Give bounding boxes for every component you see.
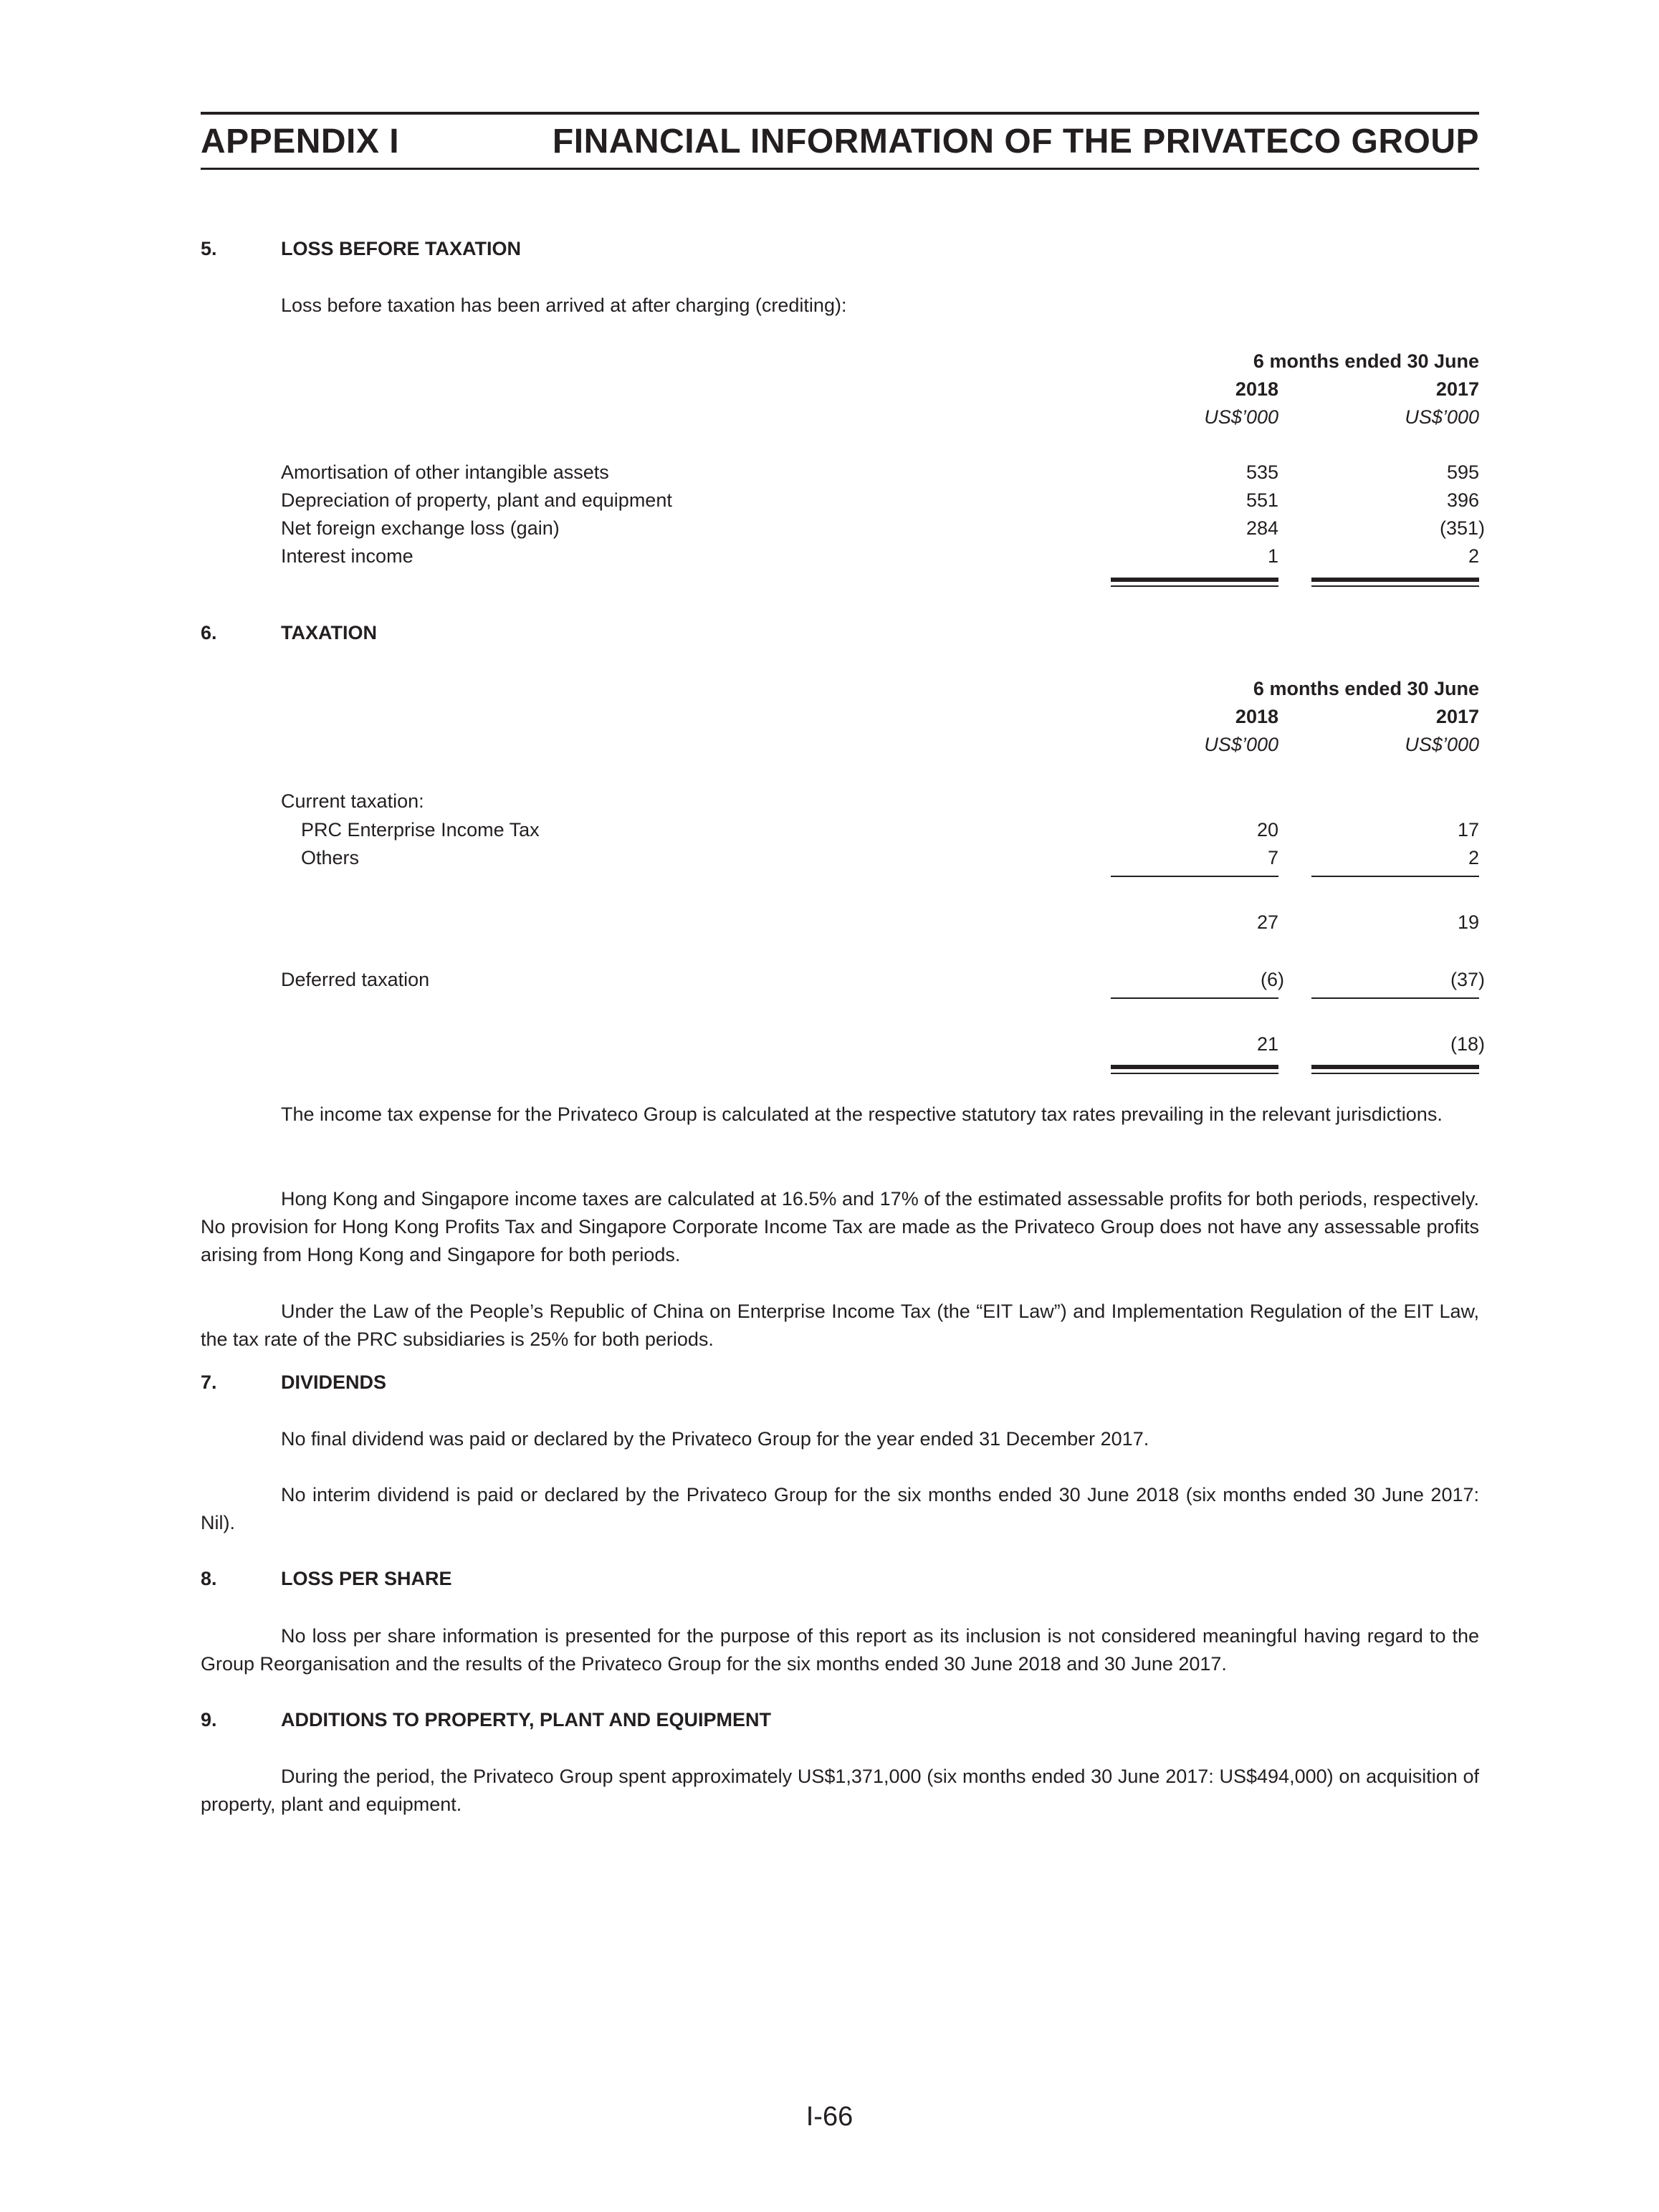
s6-total-double-rule-2018 xyxy=(1111,1065,1278,1069)
s6-column-2018: 2018 xyxy=(1235,706,1278,727)
section-6-title: TAXATION xyxy=(281,622,377,643)
s6-total-double-rule-2017 xyxy=(1311,1065,1479,1069)
section-5-intro: Loss before taxation has been arrived at after charging (crediting): xyxy=(281,295,847,316)
row-value-2018: 551 xyxy=(1246,489,1278,511)
section-7-number: 7. xyxy=(201,1371,217,1393)
s5-total-double-rule-2017-lower xyxy=(1311,585,1479,587)
appendix-label: APPENDIX I xyxy=(201,123,400,161)
paragraph-text: The income tax expense for the Privateco Group is calculated at the respective statutory tax rates prevailing in the relevant jurisdictions. xyxy=(281,1103,1443,1125)
subtotal-value-2018: 27 xyxy=(1256,911,1278,933)
row-value-2018: 7 xyxy=(1267,847,1278,868)
total-value-2018: 21 xyxy=(1256,1033,1278,1055)
row-label: Interest income xyxy=(281,545,413,567)
dividends-paragraph xyxy=(201,1481,1479,1537)
s6-unit-2017: US$’000 xyxy=(1405,734,1479,755)
s6-column-group-header: 6 months ended 30 June xyxy=(1253,678,1479,699)
section-5-title: LOSS BEFORE TAXATION xyxy=(281,238,522,259)
page-number: I-66 xyxy=(805,2102,854,2132)
row-value-2017: 2 xyxy=(1468,545,1479,567)
paragraph-text: No interim dividend is paid or declared by the Privateco Group for the six months ended 30 June 2018 (six months ended 30 June 2017: Nil). xyxy=(201,1484,1479,1533)
row-label: Amortisation of other intangible assets xyxy=(281,461,609,483)
row-value-2018: 535 xyxy=(1246,461,1278,483)
header-top-rule xyxy=(201,112,1479,115)
s5-total-double-rule-2017 xyxy=(1311,578,1479,582)
s6-deferred-rule-2017 xyxy=(1311,997,1479,999)
subtotal-value-2017: 19 xyxy=(1457,911,1479,933)
row-label: Others xyxy=(301,847,360,868)
section-9-number: 9. xyxy=(201,1709,217,1730)
row-value-2018: 284 xyxy=(1246,517,1278,539)
taxation-paragraph xyxy=(201,1185,1479,1269)
section-5-number: 5. xyxy=(201,238,217,259)
s5-total-double-rule-2018-lower xyxy=(1111,585,1278,587)
row-value-2017: 17 xyxy=(1457,819,1479,841)
s6-total-double-rule-2017-lower xyxy=(1311,1073,1479,1074)
s5-unit-2018: US$’000 xyxy=(1204,406,1278,428)
taxation-paragraph xyxy=(201,1101,1479,1129)
additions-paragraph xyxy=(201,1763,1479,1819)
row-value-2018: 20 xyxy=(1256,819,1278,841)
row-value-2017: (37) xyxy=(1450,969,1485,990)
paragraph-text: No final dividend was paid or declared by the Privateco Group for the year ended 31 December 2017. xyxy=(281,1428,1149,1450)
row-label: Deferred taxation xyxy=(281,969,430,990)
s6-deferred-rule-2018 xyxy=(1111,997,1278,999)
current-taxation-label: Current taxation: xyxy=(281,790,424,812)
section-8-title: LOSS PER SHARE xyxy=(281,1568,452,1589)
section-7-title: DIVIDENDS xyxy=(281,1371,387,1393)
row-value-2017: 396 xyxy=(1446,489,1479,511)
total-value-2017: (18) xyxy=(1450,1033,1485,1055)
dividends-paragraph xyxy=(201,1425,1479,1453)
s5-column-2018: 2018 xyxy=(1235,378,1278,400)
loss-per-share-paragraph xyxy=(201,1622,1479,1678)
header-bottom-rule xyxy=(201,168,1479,170)
s6-total-double-rule-2018-lower xyxy=(1111,1073,1278,1074)
paragraph-text: Hong Kong and Singapore income taxes are calculated at 16.5% and 17% of the estimated assessable profits for both periods, respectively. No provision for Hong Kong Profits Tax and Singapore Corporate Income Tax are made as the Privateco Group does not have any assessable profits arising from Hong Kong and Singapore for both periods. xyxy=(201,1188,1479,1265)
paragraph-text: No loss per share information is presented for the purpose of this report as its inclusion is not considered meaningful having regard to the Group Reorganisation and the results of the Privateco Group for the six months ended 30 June 2018 and 30 June 2017. xyxy=(201,1625,1479,1675)
section-9-title: ADDITIONS TO PROPERTY, PLANT AND EQUIPMENT xyxy=(281,1709,772,1730)
appendix-title: FINANCIAL INFORMATION OF THE PRIVATECO GROUP xyxy=(552,123,1479,161)
s5-unit-2017: US$’000 xyxy=(1405,406,1479,428)
section-6-number: 6. xyxy=(201,622,217,643)
row-value-2018: (6) xyxy=(1261,969,1284,990)
s5-column-group-header: 6 months ended 30 June xyxy=(1253,350,1479,372)
s6-subtotal-rule-2017 xyxy=(1311,876,1479,877)
row-value-2017: (351) xyxy=(1439,517,1485,539)
row-value-2017: 2 xyxy=(1468,847,1479,868)
s6-unit-2018: US$’000 xyxy=(1204,734,1278,755)
paragraph-text: During the period, the Privateco Group spent approximately US$1,371,000 (six months ended 30 June 2017: US$494,000) on acquisition of property, plant and equipment. xyxy=(201,1766,1479,1815)
row-label: Depreciation of property, plant and equipment xyxy=(281,489,672,511)
row-label: PRC Enterprise Income Tax xyxy=(301,819,540,841)
s5-column-2017: 2017 xyxy=(1435,378,1479,400)
s6-subtotal-rule-2018 xyxy=(1111,876,1278,877)
row-value-2018: 1 xyxy=(1267,545,1278,567)
row-label: Net foreign exchange loss (gain) xyxy=(281,517,560,539)
s6-column-2017: 2017 xyxy=(1435,706,1479,727)
paragraph-text: Under the Law of the People’s Republic of China on Enterprise Income Tax (the “EIT Law”) and Implementation Regulation of the EIT Law, the tax rate of the PRC subsidiaries is 25% for both periods. xyxy=(201,1301,1479,1350)
taxation-paragraph xyxy=(201,1298,1479,1354)
s5-total-double-rule-2018 xyxy=(1111,578,1278,582)
row-value-2017: 595 xyxy=(1446,461,1479,483)
section-8-number: 8. xyxy=(201,1568,217,1589)
